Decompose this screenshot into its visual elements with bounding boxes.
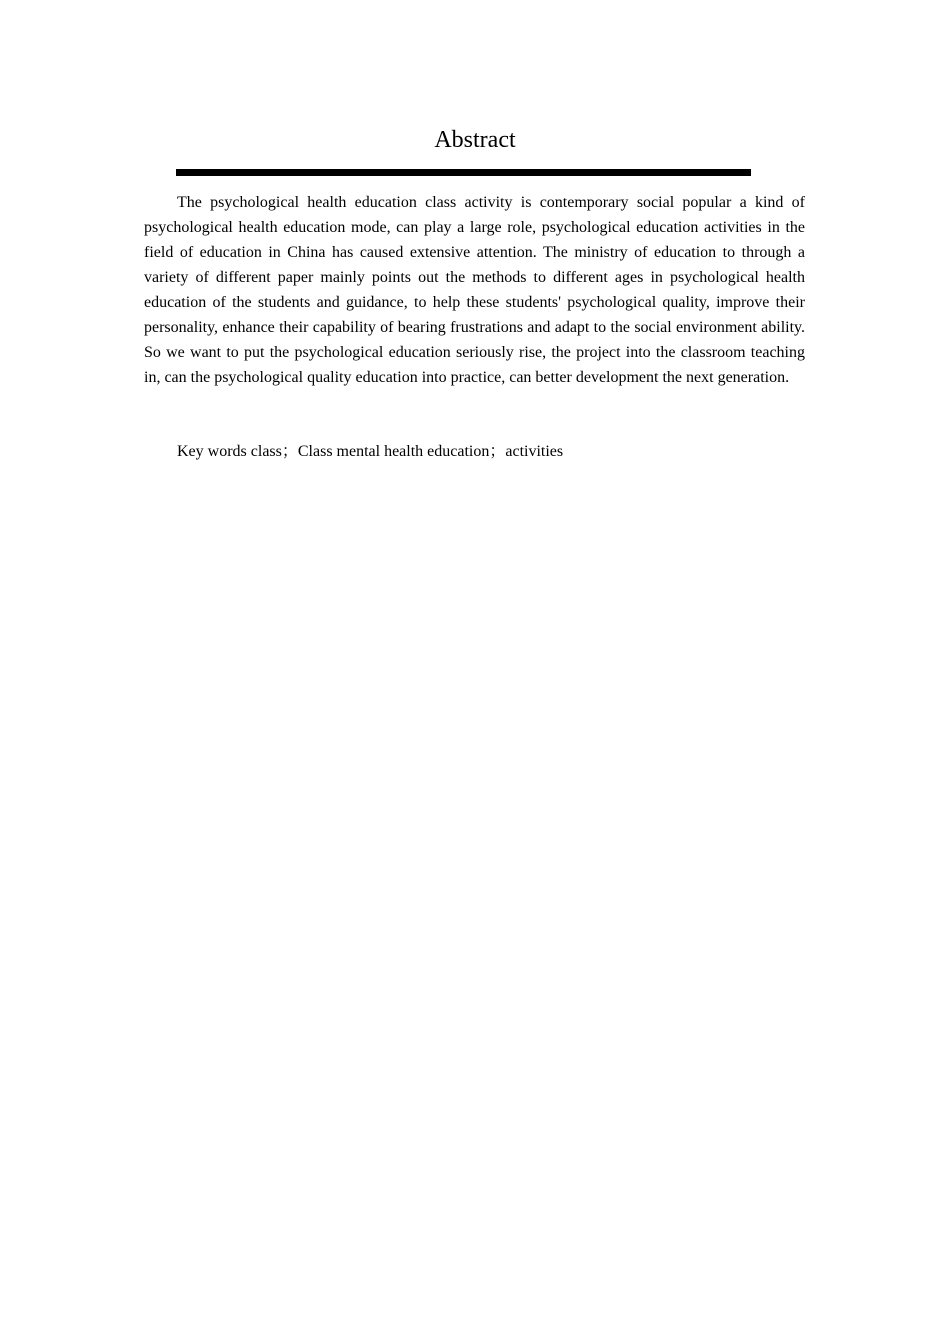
abstract-title: Abstract	[434, 127, 516, 153]
keywords-line: Key words class；Class mental health education；activities	[177, 443, 564, 460]
title-divider	[176, 169, 751, 176]
abstract-body: The psychological health education class activity is contemporary social popular a kind of psychological health education mode, can play a large role, psychological education activities in the field of education in China has caused extensive attention. The ministry of education to through a variety of different paper mainly points out the methods to different ages in psychological health education of the students and guidance, to help these students' psychological quality, improve their personality, enhance their capability of bearing frustrations and adapt to the social environment ability. So we want to put the psychological education seriously rise, the project into the classroom teaching in, can the psychological quality education into practice, can better development the next generation.	[144, 194, 805, 386]
